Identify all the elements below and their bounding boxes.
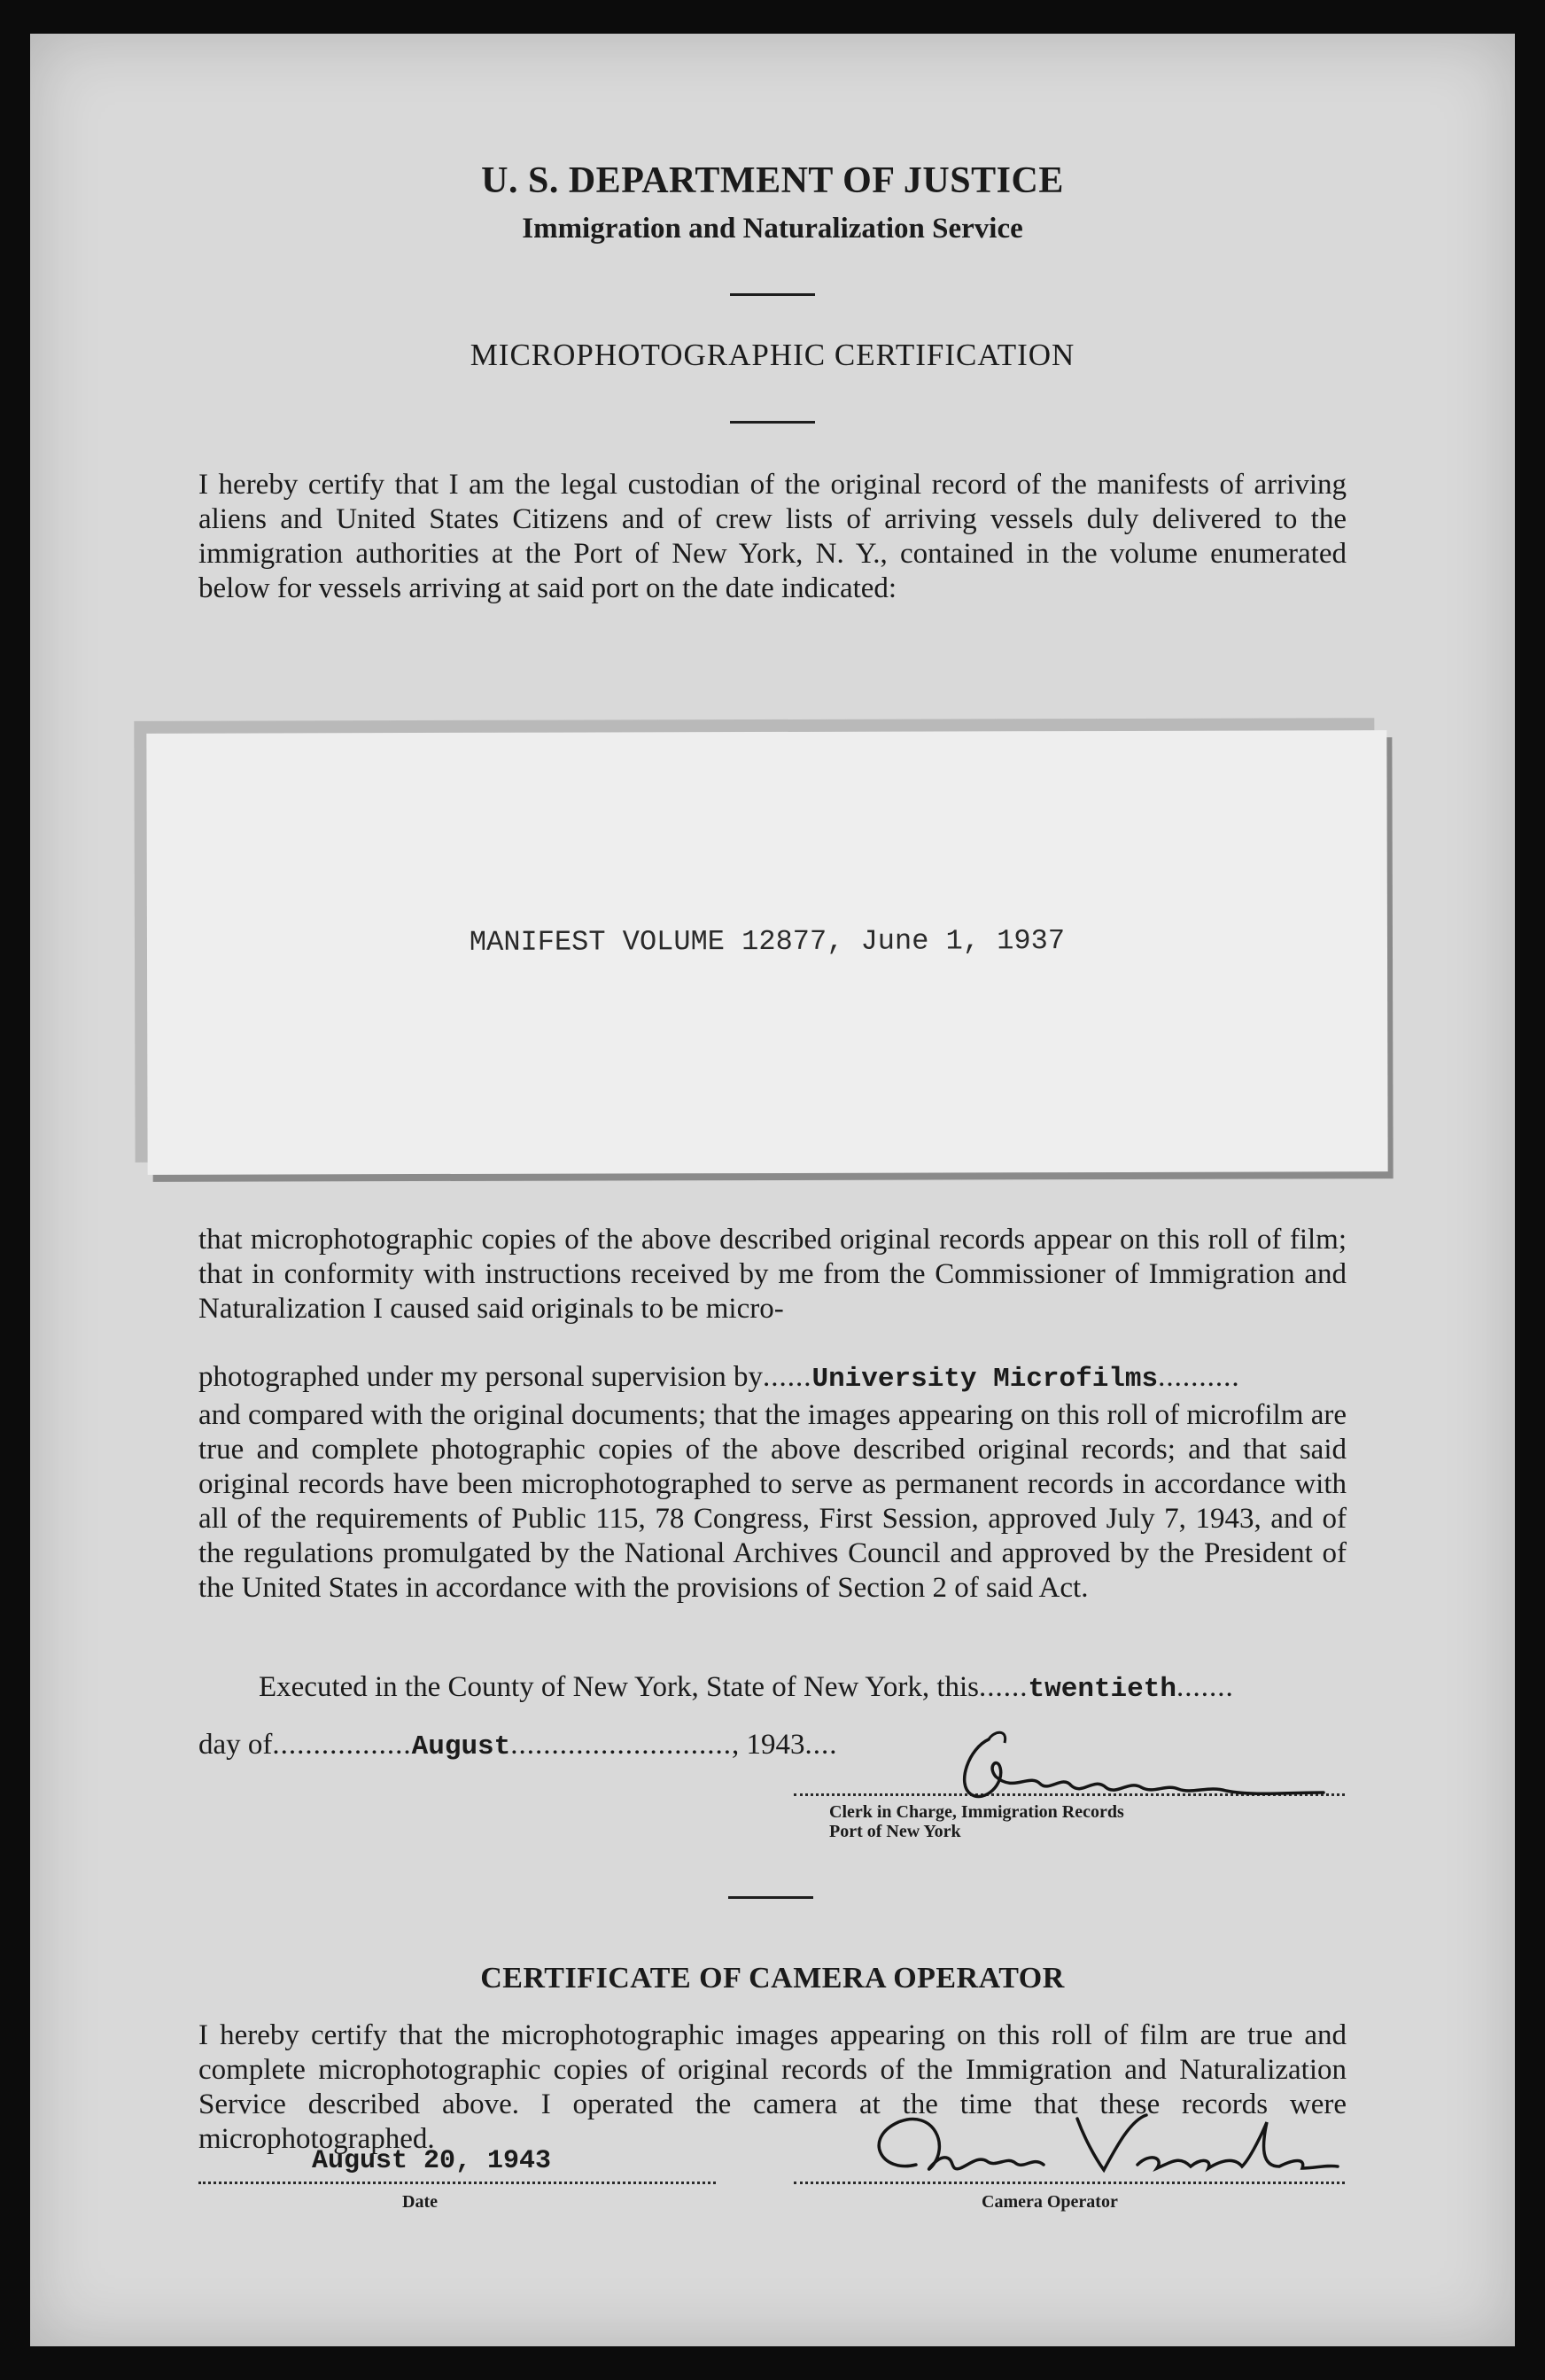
certificate-sheet: [30, 34, 1515, 2346]
manifest-volume-text: MANIFEST VOLUME 12877, June 1, 1937: [469, 924, 1066, 959]
supervision-lead: photographed under my personal supervision by: [198, 1361, 763, 1393]
date-caption: Date: [402, 2192, 438, 2212]
department-title: U. S. DEPARTMENT OF JUSTICE: [481, 160, 1064, 201]
camera-operator-line: [794, 2182, 1345, 2184]
executed-line: Executed in the County of New York, State of New York, this......twentieth.......: [259, 1671, 1234, 1705]
divider-rule: [730, 421, 815, 424]
day-of-label: day of: [198, 1729, 273, 1761]
section-title: MICROPHOTOGRAPHIC CERTIFICATION: [470, 338, 1075, 372]
service-subtitle: Immigration and Naturalization Service: [522, 213, 1023, 245]
executed-lead: Executed in the County of New York, State of New York, this: [259, 1671, 980, 1703]
camera-certificate-text: I hereby certify that the microphotographic images appearing on this roll of film are true and complete microphotographic copies of original records of the Immigration and Naturalization Service described above. I operated the camera at the time that these records were microphotographed.: [198, 2019, 1347, 2155]
camera-certificate-title: CERTIFICATE OF CAMERA OPERATOR: [480, 1962, 1065, 1995]
day-of-line: day of.................August..........................., 1943....: [198, 1729, 838, 1762]
clerk-signature: [916, 1722, 1332, 1810]
body-paragraph-start: that microphotographic copies of the above described original records appear on this roll of film; that in conformity with instructions received by me from the Commissioner of Immigration and Naturalization I caused said originals to be micro-: [198, 1224, 1347, 1325]
camera-date-value: August 20, 1943: [312, 2146, 552, 2176]
executed-day-value: twentieth: [1028, 1674, 1176, 1705]
clerk-caption-port: Port of New York: [829, 1822, 961, 1841]
divider-rule: [728, 1896, 813, 1899]
camera-operator-signature: [845, 2103, 1341, 2187]
intro-paragraph: I hereby certify that I am the legal custodian of the original record of the manifests of arriving aliens and United States Citizens and of crew lists of arriving vessels duly delivered to the immigration authorities at the Port of New York, N. Y., contained in the volume enumerated below for vessels arriving at said port on the date indicated:: [198, 469, 1347, 604]
divider-rule: [730, 293, 815, 296]
year-prefix: , 194: [732, 1729, 791, 1761]
date-line: [198, 2182, 716, 2184]
manifest-card: [146, 730, 1387, 1175]
supervision-line: photographed under my personal supervision by......University Microfilms..........: [198, 1361, 1240, 1395]
year-value: 3: [790, 1729, 805, 1761]
camera-operator-caption: Camera Operator: [982, 2192, 1118, 2212]
body-paragraph-end: and compared with the original documents; that the images appearing on this roll of microfilm are true and complete photographic copies of the above described original records; and that said original records have been microphotographed to serve as permanent records in accordance with all of the requirements of Public 115, 78 Congress, First Session, approved July 7, 1943, and of the regulations promulgated by the National Archives Council and approved by the President of the United States in accordance with the provisions of Section 2 of said Act.: [198, 1399, 1347, 1604]
supervision-value: University Microfilms: [811, 1364, 1159, 1395]
month-value: August: [411, 1731, 511, 1762]
clerk-caption-title: Clerk in Charge, Immigration Records: [829, 1802, 1124, 1822]
